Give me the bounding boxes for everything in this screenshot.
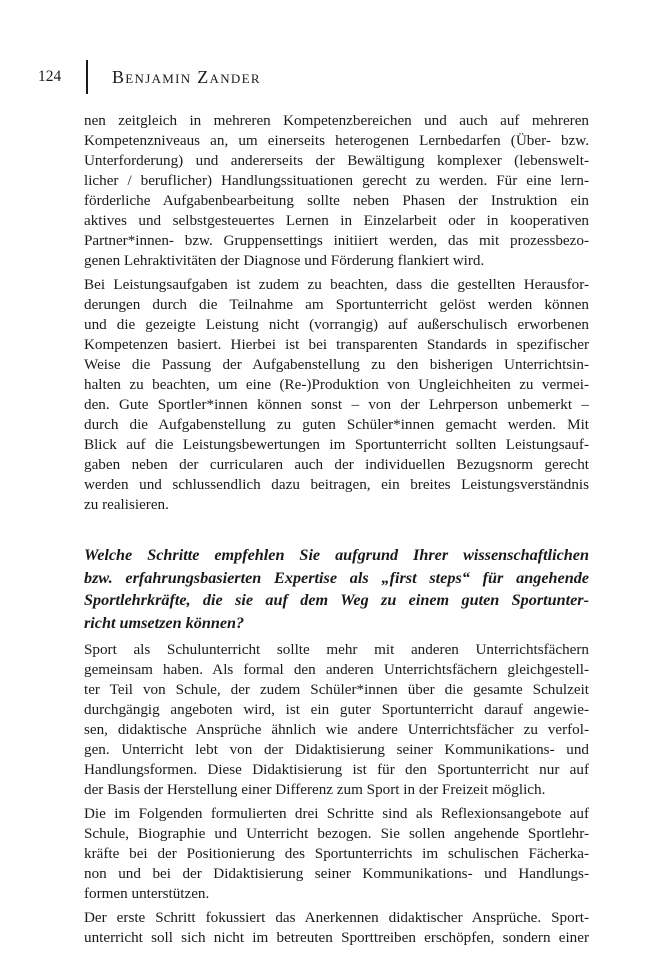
text-line: halten zu beachten, um eine (Re-)Produktion von Ungleichheiten zu vermei- xyxy=(84,376,589,393)
text-line: Unterforderung) und andererseits der Bewältigung komplexer (lebenswelt- xyxy=(84,152,589,169)
paragraph xyxy=(84,275,589,515)
text-line: der Basis der Herstellung einer Differenz zum Sport in der Freizeit möglich. xyxy=(84,781,546,798)
text-line: und die gezeigte Leistung nicht (vorrangig) auf außerschulisch erworbenen xyxy=(84,316,589,333)
text-line: Kompetenzen basiert. Hierbei ist bei transparenten Standards in spezifischer xyxy=(84,336,589,353)
heading-line: Sportlehrkräfte, die sie auf dem Weg zu einem guten Sportunter- xyxy=(84,591,589,609)
text-line: durchgängig angeboten wird, ist ein guter Sportunterricht darauf angewie- xyxy=(84,701,589,718)
text-line: durch die Aufgabenstellung zu guten Schüler*innen gemacht werden. Mit xyxy=(84,416,589,433)
text-line: Schule, Biographie und Unterricht bezogen. Sie sollen angehende Sportlehr- xyxy=(84,825,589,842)
text-line: kräfte bei der Positionierung des Sportunterrichts im schulischen Fächerka- xyxy=(84,845,589,862)
text-line: Blick auf die Leistungsbewertungen im Sportunterricht sollten Leistungsauf- xyxy=(84,436,589,453)
text-line: Kompetenzniveaus an, um einerseits heterogenen Lernbedarfen (Über- bzw. xyxy=(84,132,589,149)
text-line: Die im Folgenden formulierten drei Schritte sind als Reflexionsangebote auf xyxy=(84,805,589,822)
text-line: Weise die Passung der Aufgabenstellung zu den bisherigen Unterrichtsin- xyxy=(84,356,589,373)
text-line: Handlungsformen. Diese Didaktisierung ist für den Sportunterricht nur auf xyxy=(84,761,589,778)
text-line: ter Teil von Schule, der zudem Schüler*innen über die gesamte Schulzeit xyxy=(84,681,589,698)
text-line: den. Gute Sportler*innen können sonst – von der Lehrperson unbemerkt – xyxy=(84,396,589,413)
text-line: nen zeitgleich in mehreren Kompetenzbereichen und auch auf mehreren xyxy=(84,112,589,129)
text-line: genen Lehraktivitäten der Diagnose und Förderung flankiert wird. xyxy=(84,252,485,269)
text-line: werden und schlussendlich dazu beitragen, ein breites Leistungsverständnis xyxy=(84,476,589,493)
text-line: Partner*innen- bzw. Gruppensettings initiiert werden, das mit prozessbezo- xyxy=(84,232,589,249)
text-line: aktives und selbstgesteuertes Lernen in Einzelarbeit oder in kooperativen xyxy=(84,212,589,229)
paragraph xyxy=(84,640,589,800)
text-line: gemeinsam haben. Als formal den anderen Unterrichtsfächern gleichgestell- xyxy=(84,661,589,678)
text-line: non und bei der Didaktisierung seiner Kommunikations- und Handlungs- xyxy=(84,865,589,882)
text-line: gaben neben der curricularen auch der individuellen Bezugsnorm gerecht xyxy=(84,456,589,473)
text-line: Der erste Schritt fokussiert das Anerkennen didaktischer Ansprüche. Sport- xyxy=(84,909,589,926)
paragraph xyxy=(84,111,589,271)
text-line: gen. Unterricht lebt von der Didaktisierung seiner Kommunikations- und xyxy=(84,741,589,758)
header-divider xyxy=(86,60,88,94)
text-line: zu realisieren. xyxy=(84,496,169,513)
text-line: licher / beruflicher) Handlungssituationen gerecht zu werden. Für eine lern- xyxy=(84,172,589,189)
paragraph xyxy=(84,908,589,948)
heading-line: richt umsetzen können? xyxy=(84,613,245,632)
page-number: 124 xyxy=(38,68,62,85)
running-head-author: Benjamin Zander xyxy=(112,67,261,87)
text-line: formen unterstützen. xyxy=(84,885,210,902)
section-question-heading xyxy=(84,544,589,634)
paragraph xyxy=(84,804,589,904)
text-line: förderliche Aufgabenbearbeitung sollte neben Phasen der Instruktion ein xyxy=(84,192,589,209)
text-line: unterricht soll sich nicht im betreuten Sporttreiben erschöpfen, sondern einer xyxy=(84,929,589,946)
text-line: Sport als Schulunterricht sollte mehr mit anderen Unterrichtsfächern xyxy=(84,641,589,658)
heading-line: Welche Schritte empfehlen Sie aufgrund Ihrer wissenschaftlichen xyxy=(84,546,589,564)
text-line: derungen durch die Teilnahme am Sportunterricht gelöst werden können xyxy=(84,296,589,313)
body-text xyxy=(84,111,589,948)
text-line: Bei Leistungsaufgaben ist zudem zu beachten, dass die gestellten Herausfor- xyxy=(84,276,589,293)
heading-line: bzw. erfahrungsbasierten Expertise als „first steps“ für angehende xyxy=(84,568,589,587)
text-line: sen, didaktische Ansprüche ähnlich wie andere Unterrichtsfächer zu verfol- xyxy=(84,721,589,738)
running-header xyxy=(0,60,650,94)
